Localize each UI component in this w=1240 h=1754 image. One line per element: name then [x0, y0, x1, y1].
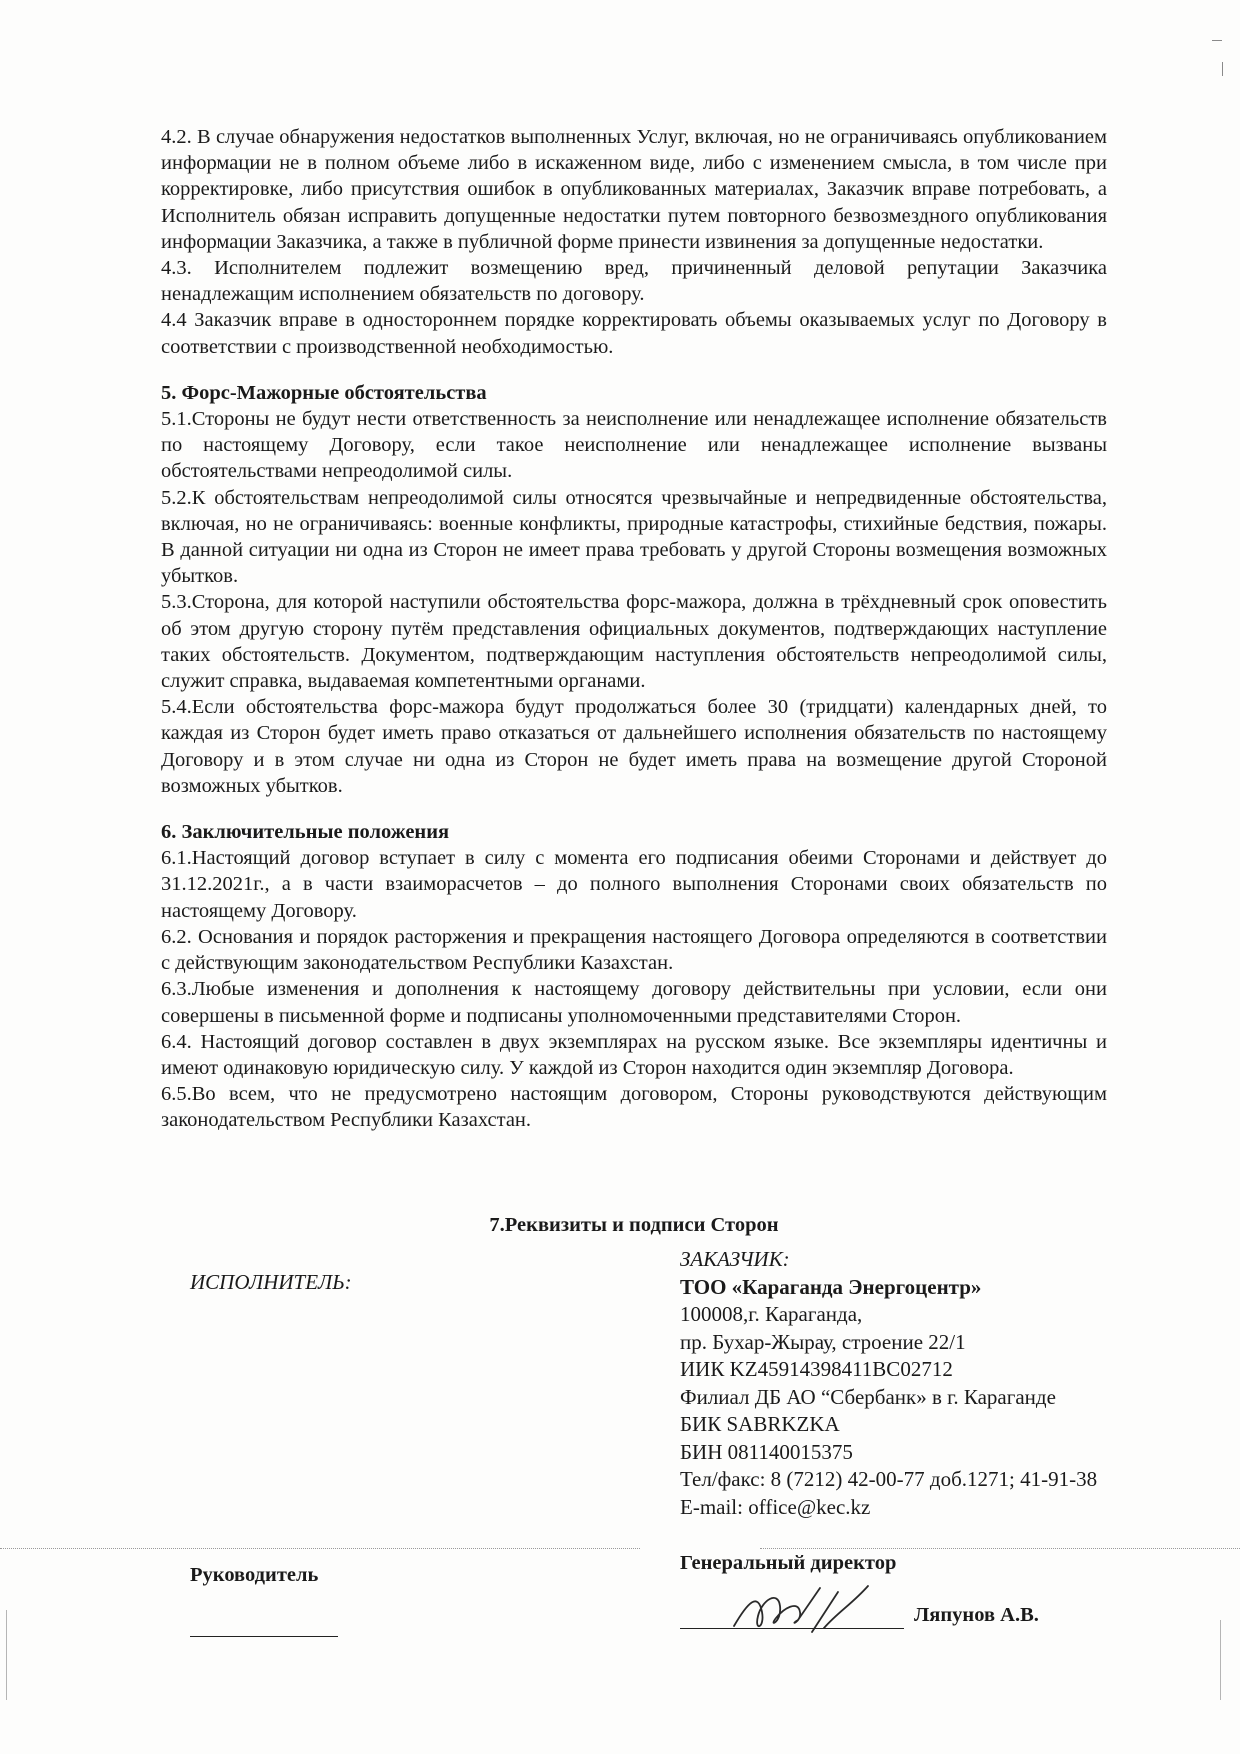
clause-6-2: 6.2. Основания и порядок расторжения и прекращения настоящего Договора определяются в соответствии с действующим законодательством Республики Казахстан.	[161, 925, 1107, 975]
scan-dotted-line	[760, 1548, 1240, 1549]
customer-detail-line: пр. Бухар-Жырау, строение 22/1	[680, 1329, 966, 1354]
scan-edge-mark	[1222, 62, 1223, 76]
clause-4-3: 4.3. Исполнителем подлежит возмещению вред, причиненный деловой репутации Заказчика ненадлежащим исполнением обязательств по договору.	[161, 257, 1107, 306]
clause-6-4: 6.4. Настоящий договор составлен в двух экземплярах на русском языке. Все экземпляры идентичны и имеют одинаковую юридическую силу. У каждой из Сторон находится один экземпляр Договора.	[161, 1030, 1107, 1079]
handwritten-signature	[728, 1582, 878, 1640]
section-6-heading: 6. Заключительные положения	[161, 821, 450, 844]
scan-dotted-line	[0, 1548, 640, 1549]
clause-5-4: 5.4.Если обстоятельства форс-мажора будут продолжаться более 30 (тридцати) календарных дней, то каждая из Сторон будет иметь право отказаться от дальнейшего исполнения обязательств по настоящему Договору и в этом случае ни одна из Сторон не будет иметь права на возмещение другой Стороной возможных убытков.	[161, 696, 1107, 797]
clause-6-1: 6.1.Настоящий договор вступает в силу с момента его подписания обеими Сторонами и действует до 31.12.2021г., а в части взаиморасчетов – до полного выполнения Сторонами своих обязательств по настоящему Договору.	[161, 847, 1107, 922]
customer-label: ЗАКАЗЧИК:	[680, 1247, 790, 1271]
customer-signer-name: Ляпунов А.В.	[914, 1604, 1039, 1626]
customer-detail-line: БИК SABRKZKA	[680, 1412, 840, 1436]
executor-block	[190, 1270, 590, 1295]
clause-5-2: 5.2.К обстоятельствам непреодолимой силы относятся чрезвычайные и непредвиденные обстоятельства, включая, но не ограничиваясь: военные конфликты, природные катастрофы, стихийные бедствия, пожары. В данной ситуации ни одна из Сторон не имеет права требовать у другой Стороны возмещения возможных убытков.	[161, 486, 1107, 588]
clause-5-1: 5.1.Стороны не будут нести ответственность за неисполнение или ненадлежащее исполнение обязательств по настоящему Договору, если такое неисполнение или ненадлежащее исполнение вызваны обстоятельствами непреодолимой силы.	[161, 408, 1107, 483]
customer-signature-line	[680, 1628, 904, 1629]
customer-detail-line: E-mail: office@kec.kz	[680, 1494, 871, 1519]
scan-edge-mark	[6, 1610, 7, 1700]
customer-detail-line: 100008,г. Караганда,	[680, 1302, 863, 1326]
customer-block	[680, 1246, 1140, 1521]
clause-4-2: 4.2. В случае обнаружения недостатков выполненных Услуг, включая, но не ограничиваясь опубликованием информации не в полном объеме либо в искаженном виде, либо с изменением смысла, в том числе при корректировке, либо присутствия ошибок в опубликованных материалах, Заказчик вправе потребовать, а Исполнитель обязан исправить допущенные недостатки путем повторного безвозмездного опубликования информации Заказчика, а также в публичной форме принести извинения за допущенные недостатки.	[161, 126, 1107, 253]
executor-label: ИСПОЛНИТЕЛЬ:	[190, 1270, 352, 1294]
executor-signature-line	[190, 1636, 338, 1637]
customer-detail-line: БИН 081140015375	[680, 1439, 853, 1464]
executor-signer-title: Руководитель	[190, 1564, 319, 1586]
clause-4-4: 4.4 Заказчик вправе в одностороннем порядке корректировать объемы оказываемых услуг по Договору в соответствии с производственной необходимостью.	[161, 309, 1107, 358]
clause-6-3: 6.3.Любые изменения и дополнения к настоящему договору действительны при условии, если они совершены в письменной форме и подписаны уполномоченными представителями Сторон.	[161, 978, 1107, 1027]
customer-company: ТОО «Караганда Энергоцентр»	[680, 1274, 982, 1299]
customer-signer-title: Генеральный директор	[680, 1552, 897, 1574]
scan-edge-mark	[1220, 1620, 1221, 1700]
section-7-heading: 7.Реквизиты и подписи Сторон	[489, 1214, 779, 1236]
clause-5-3: 5.3.Сторона, для которой наступили обстоятельства форс-мажора, должна в трёхдневный срок оповестить об этом другую сторону путём представления официальных документов, подтверждающих наступление таких обстоятельств. Документом, подтверждающим наступления обстоятельств непреодолимой силы, служит справка, выдаваемая компетентными органами.	[161, 591, 1107, 693]
clause-6-5: 6.5.Во всем, что не предусмотрено настоящим договором, Стороны руководствуются действующим законодательством Республики Казахстан.	[161, 1083, 1107, 1132]
customer-detail-line: ИИК KZ45914398411BC02712	[680, 1357, 953, 1381]
scan-edge-mark	[1212, 40, 1222, 41]
customer-detail-line: Филиал ДБ АО “Сбербанк» в г. Караганде	[680, 1384, 1056, 1409]
document-body	[161, 124, 1107, 1134]
customer-detail-line: Тел/факс: 8 (7212) 42-00-77 доб.1271; 41-91-38	[680, 1467, 1098, 1491]
section-5-heading: 5. Форс-Мажорные обстоятельства	[161, 381, 487, 404]
